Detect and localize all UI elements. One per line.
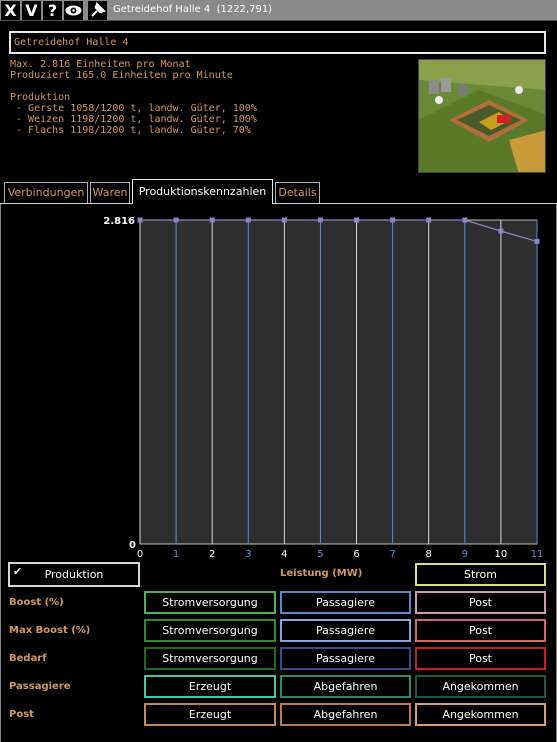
minimize-button[interactable]: V bbox=[22, 1, 41, 20]
tab-verbindungen[interactable]: Verbindungen bbox=[4, 182, 88, 204]
chart-point bbox=[498, 229, 503, 234]
chart-x-tick-label: 4 bbox=[281, 549, 288, 560]
tab-details[interactable]: Details bbox=[275, 182, 320, 204]
row-label-post: Post bbox=[9, 709, 34, 720]
chart-point bbox=[210, 218, 215, 223]
chart-x-tick-label: 10 bbox=[494, 549, 508, 560]
eye-icon[interactable] bbox=[64, 1, 83, 20]
bedarf-passagiere-button[interactable]: Passagiere bbox=[280, 647, 411, 670]
chart-point bbox=[535, 239, 540, 244]
window-title: Getreidehof Halle 4 (1222,791) bbox=[113, 4, 273, 15]
bedarf-post-button[interactable]: Post bbox=[415, 647, 546, 670]
tab-waren[interactable]: Waren bbox=[90, 182, 130, 204]
chart-x-tick-label: 8 bbox=[425, 549, 432, 560]
chart-point bbox=[426, 218, 431, 223]
chart-point bbox=[246, 218, 251, 223]
tab-produktionskennzahlen[interactable]: Produktionskennzahlen bbox=[132, 179, 273, 204]
chart-point bbox=[354, 218, 359, 223]
post-erzeugt-button[interactable]: Erzeugt bbox=[144, 703, 276, 726]
row-label-passagiere: Passagiere bbox=[9, 681, 71, 692]
production-heading: Produktion bbox=[10, 92, 71, 103]
max-boost-passagiere-button[interactable]: Passagiere bbox=[280, 619, 411, 642]
chart-x-tick-label: 11 bbox=[530, 549, 544, 560]
chart-y-max-label: 2.816 bbox=[103, 216, 135, 227]
chart-point bbox=[390, 218, 395, 223]
passagiere-angekommen-button[interactable]: Angekommen bbox=[415, 675, 546, 698]
building-preview-image bbox=[418, 59, 546, 173]
post-abgefahren-button[interactable]: Abgefahren bbox=[280, 703, 411, 726]
passagiere-abgefahren-button[interactable]: Abgefahren bbox=[280, 675, 411, 698]
chart-point bbox=[138, 218, 143, 223]
passagiere-erzeugt-button[interactable]: Erzeugt bbox=[144, 675, 276, 698]
boost-stromversorgung-button[interactable]: Stromversorgung bbox=[144, 591, 276, 614]
name-input[interactable]: Getreidehof Halle 4 bbox=[9, 31, 546, 54]
max-production-text: Max. 2.816 Einheiten pro Monat bbox=[10, 59, 191, 70]
max-boost-stromversorgung-button[interactable]: Stromversorgung bbox=[144, 619, 276, 642]
strom-button[interactable]: Strom bbox=[415, 563, 546, 586]
title-bar[interactable] bbox=[0, 0, 557, 21]
help-button[interactable]: ? bbox=[43, 1, 62, 20]
checkmark-icon: ✔ bbox=[13, 565, 23, 578]
bedarf-stromversorgung-button[interactable]: Stromversorgung bbox=[144, 647, 276, 670]
chart-x-tick-label: 0 bbox=[136, 549, 144, 560]
row-label-bedarf: Bedarf bbox=[9, 653, 47, 664]
close-button[interactable]: X bbox=[1, 1, 20, 20]
chart-x-tick-label: 5 bbox=[317, 549, 324, 560]
chart-y-min-label: 0 bbox=[129, 540, 136, 551]
chart-point bbox=[282, 218, 287, 223]
chart-plot-area bbox=[140, 220, 537, 544]
chart-x-tick-label: 3 bbox=[245, 549, 252, 560]
post-angekommen-button[interactable]: Angekommen bbox=[415, 703, 546, 726]
goods-line-weizen: - Weizen 1198/1200 t, landw. Güter, 100% bbox=[10, 114, 257, 125]
chart-x-tick-label: 6 bbox=[353, 549, 360, 560]
produced-rate-text: Produziert 165.0 Einheiten pro Minute bbox=[10, 70, 233, 81]
chart-x-tick-label: 2 bbox=[208, 549, 216, 560]
row-label-boost: Boost (%) bbox=[9, 597, 64, 608]
boost-passagiere-button[interactable]: Passagiere bbox=[280, 591, 411, 614]
chart-point bbox=[174, 218, 179, 223]
max-boost-post-button[interactable]: Post bbox=[415, 619, 546, 642]
chart-point bbox=[462, 218, 467, 223]
leistung-label: Leistung (MW) bbox=[280, 568, 363, 579]
pin-icon[interactable] bbox=[88, 1, 107, 20]
production-chart bbox=[0, 204, 557, 564]
boost-post-button[interactable]: Post bbox=[415, 591, 546, 614]
row-label-max-boost: Max Boost (%) bbox=[9, 625, 91, 636]
chart-x-tick-label: 1 bbox=[172, 549, 180, 560]
chart-x-tick-label: 9 bbox=[461, 549, 469, 560]
produktion-toggle-button[interactable]: ✔ Produktion bbox=[8, 562, 140, 587]
goods-line-flachs: - Flachs 1198/1200 t, landw. Güter, 70% bbox=[10, 125, 251, 136]
goods-line-gerste: - Gerste 1058/1200 t, landw. Güter, 100% bbox=[10, 103, 257, 114]
chart-x-tick-label: 7 bbox=[389, 549, 396, 560]
chart-point bbox=[318, 218, 323, 223]
